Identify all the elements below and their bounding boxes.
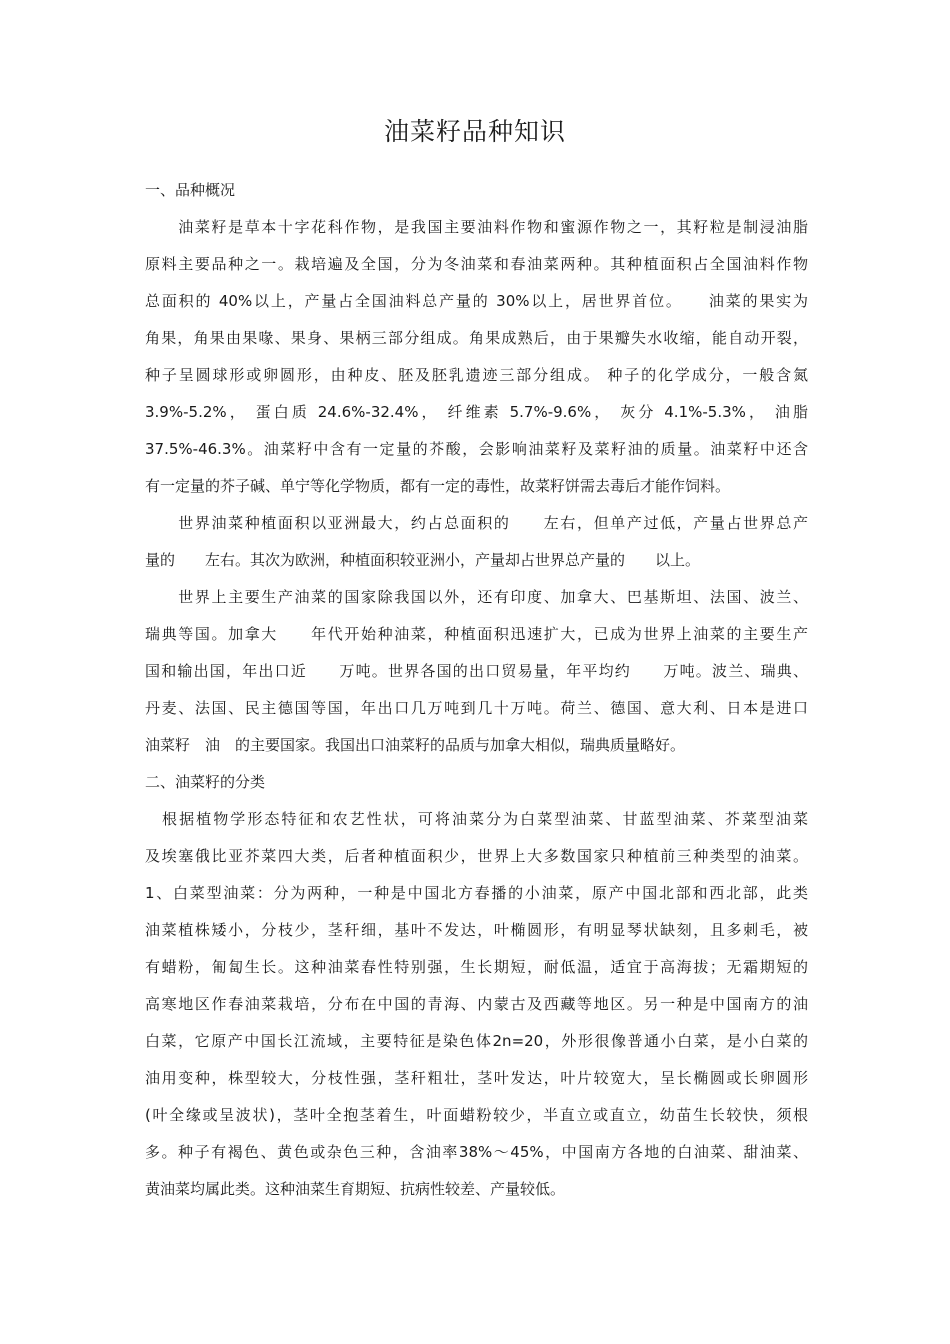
paragraph-overview	[145, 209, 808, 505]
document-body	[145, 172, 808, 1208]
text-line: 油菜籽 油 的主要国家。我国出口油菜籽的品质与加拿大相似，瑞典质量略好。	[145, 736, 686, 754]
text-line: 及埃塞俄比亚芥菜四大类，后者种植面积少，世界上大多数国家只种植前三种类型的油菜。	[145, 847, 808, 865]
section-heading-classification: 二、油菜籽的分类	[145, 773, 266, 791]
text-line: 黄油菜均属此类。这种油菜生育期短、抗病性较差、产量较低。	[145, 1180, 566, 1198]
text-line: (叶全缘或呈波状)，茎叶全抱茎着生，叶面蜡粉较少，半直立或直立，幼苗生长较快，须根	[145, 1106, 808, 1124]
text-line: 油菜籽是草本十字花科作物，是我国主要油料作物和蜜源作物之一，其籽粒是制浸油脂	[145, 218, 808, 236]
text-line: 量的 左右。其次为欧洲，种植面积较亚洲小，产量却占世界总产量的 以上。	[145, 551, 701, 569]
text-line: 种子呈圆球形或卵圆形，由种皮、胚及胚乳遗迹三部分组成。 种子的化学成分，一般含氮	[145, 366, 808, 384]
text-line: 世界上主要生产油菜的国家除我国以外，还有印度、加拿大、巴基斯坦、法国、波兰、	[145, 588, 808, 606]
paragraph-producing-countries	[145, 579, 808, 764]
text-line: 多。种子有褐色、黄色或杂色三种，含油率38%～45%，中国南方各地的白油菜、甜油菜、	[145, 1143, 808, 1161]
paragraph-classification	[145, 801, 808, 1208]
text-line: 瑞典等国。加拿大 年代开始种油菜，种植面积迅速扩大，已成为世界上油菜的主要生产	[145, 625, 808, 643]
section-heading-overview: 一、品种概况	[145, 181, 236, 199]
text-line: 高寒地区作春油菜栽培，分布在中国的青海、内蒙古及西藏等地区。另一种是中国南方的油	[145, 995, 808, 1013]
text-line: 国和输出国，年出口近 万吨。世界各国的出口贸易量，年平均约 万吨。波兰、瑞典、	[145, 662, 808, 680]
document-title: 油菜籽品种知识	[383, 117, 566, 146]
text-line: 世界油菜种植面积以亚洲最大，约占总面积的 左右，但单产过低，产量占世界总产	[145, 514, 808, 532]
text-line: 角果，角果由果喙、果身、果柄三部分组成。角果成熟后，由于果瓣失水收缩，能自动开裂，	[145, 329, 808, 347]
text-line: 有蜡粉，匍匐生长。这种油菜春性特别强，生长期短，耐低温，适宜于高海拔；无霜期短的	[145, 958, 808, 976]
text-line: 有一定量的芥子碱、单宁等化学物质，都有一定的毒性，故菜籽饼需去毒后才能作饲料。	[145, 477, 731, 495]
text-line: 总面积的 40%以上，产量占全国油料总产量的 30%以上，居世界首位。 油菜的果实为	[145, 292, 808, 310]
text-line: 根据植物学形态特征和农艺性状，可将油菜分为白菜型油菜、甘蓝型油菜、芥菜型油菜	[145, 810, 808, 828]
text-line: 37.5%-46.3%。油菜籽中含有一定量的芥酸，会影响油菜籽及菜籽油的质量。油菜籽中还含	[145, 440, 808, 458]
text-line: 白菜，它原产中国长江流域，主要特征是染色体2n=20，外形很像普通小白菜，是小白菜的	[145, 1032, 808, 1050]
paragraph-world-area	[145, 505, 808, 579]
text-line: 丹麦、法国、民主德国等国，年出口几万吨到几十万吨。荷兰、德国、意大利、日本是进口	[145, 699, 808, 717]
text-line: 1、白菜型油菜：分为两种，一种是中国北方春播的小油菜，原产中国北部和西北部，此类	[145, 884, 808, 902]
text-line: 油用变种，株型较大，分枝性强，茎秆粗壮，茎叶发达，叶片较宽大，呈长椭圆或长卵圆形	[145, 1069, 808, 1087]
text-line: 油菜植株矮小，分枝少，茎秆细，基叶不发达，叶椭圆形，有明显琴状缺刻，且多刺毛，被	[145, 921, 808, 939]
text-line: 原料主要品种之一。栽培遍及全国，分为冬油菜和春油菜两种。其种植面积占全国油料作物	[145, 255, 808, 273]
text-line: 3.9%-5.2%， 蛋白质 24.6%-32.4%， 纤维素 5.7%-9.6%， 灰分 4.1%-5.3%， 油脂	[145, 403, 808, 421]
